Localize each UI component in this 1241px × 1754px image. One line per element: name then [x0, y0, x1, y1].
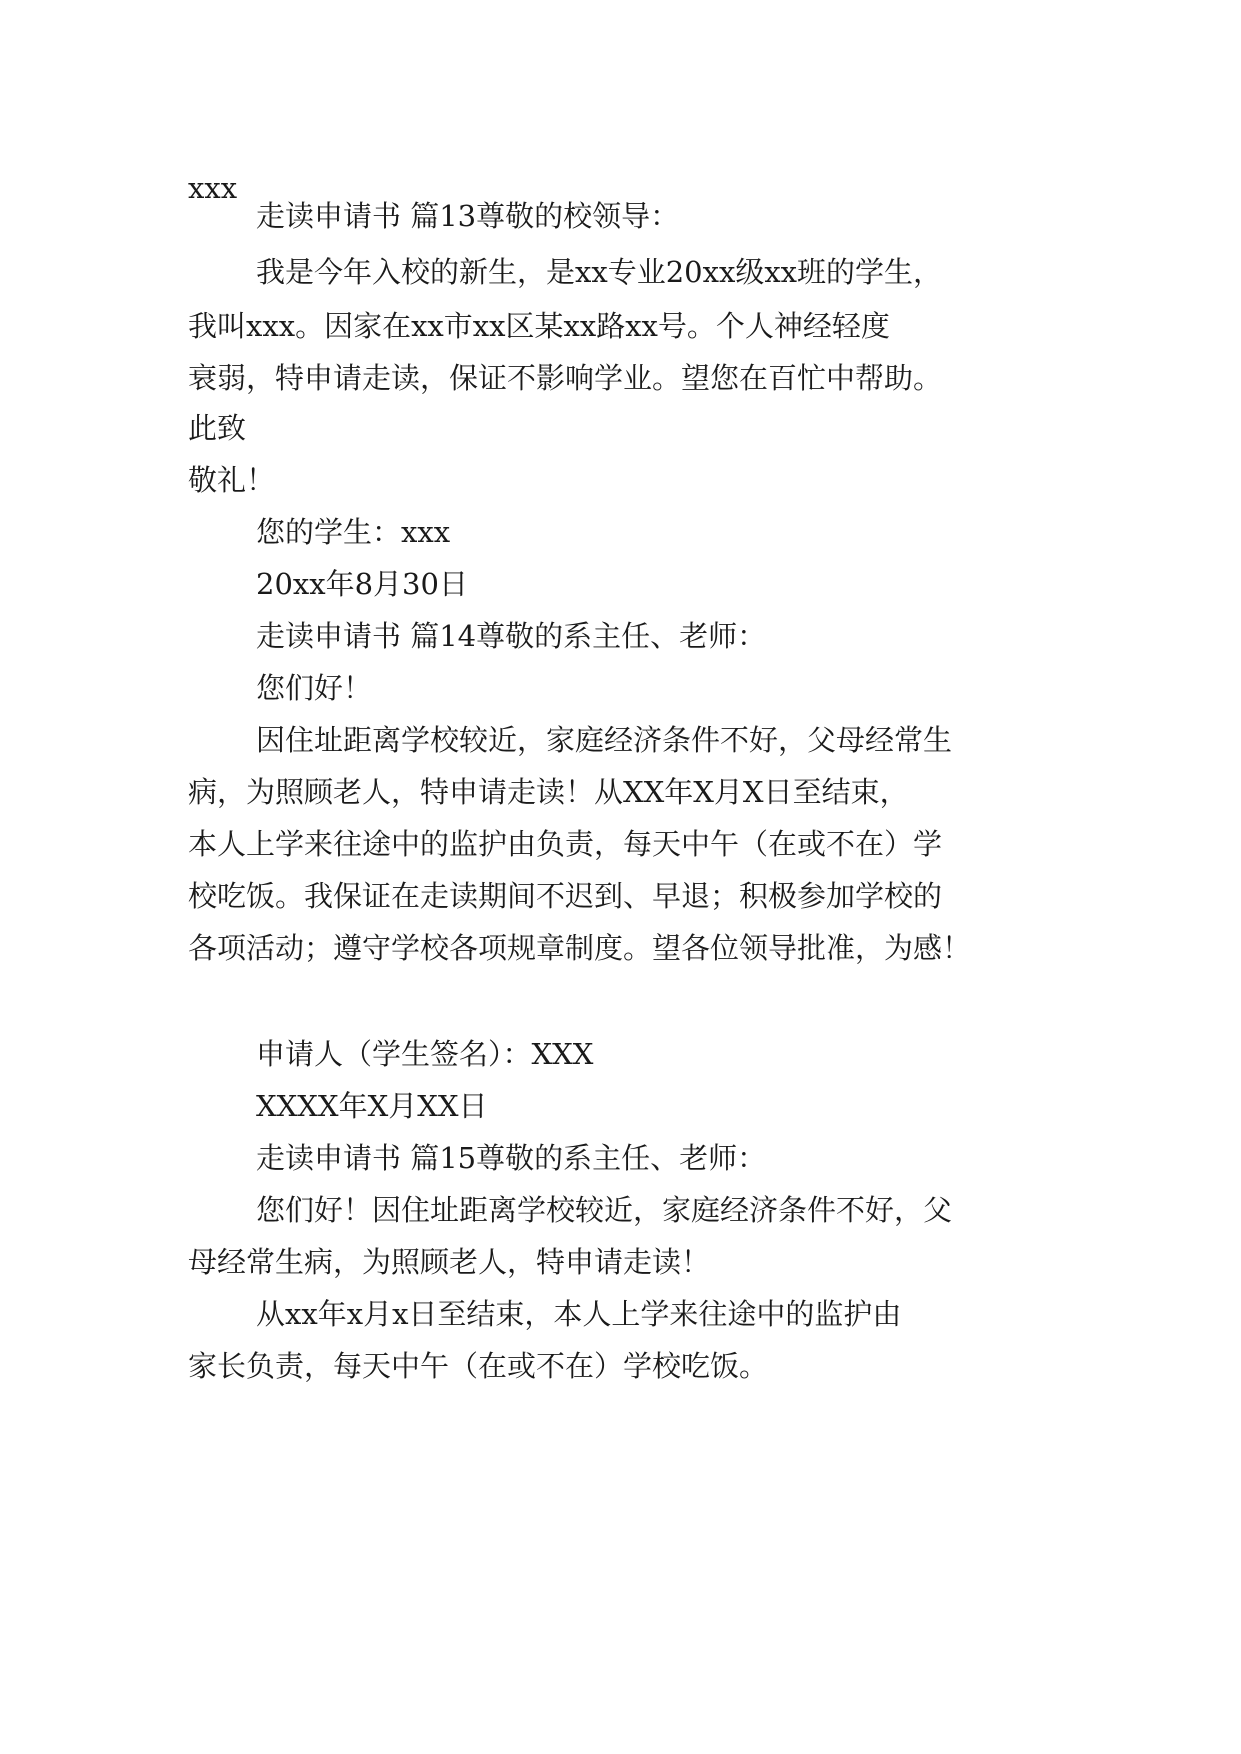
text-line: 家长负责，每天中午（在或不在）学校吃饭。	[188, 1349, 769, 1383]
text-line: 申请人（学生签名）：XXX	[256, 1037, 594, 1071]
text-line: 病，为照顾老人，特申请走读！从XX年X月X日至结束，	[188, 775, 909, 809]
text-line: 20xx年8月30日	[256, 567, 468, 601]
text-line: 本人上学来往途中的监护由负责，每天中午（在或不在）学	[188, 827, 943, 861]
text-line: XXXX年X月XX日	[256, 1089, 488, 1123]
text-line: 我叫xxx。因家在xx市xx区某xx路xx号。个人神经轻度	[188, 309, 890, 343]
text-line: 走读申请书 篇14尊敬的系主任、老师：	[256, 619, 767, 653]
text-line: 走读申请书 篇13尊敬的校领导：	[256, 199, 680, 233]
text-line: 校吃饭。我保证在走读期间不迟到、早退；积极参加学校的	[188, 879, 943, 913]
text-line: 您们好！	[256, 671, 373, 705]
text-line: 走读申请书 篇15尊敬的系主任、老师：	[256, 1141, 767, 1175]
text-line: 母经常生病，为照顾老人，特申请走读！	[188, 1245, 711, 1279]
text-line: 此致	[188, 411, 247, 445]
text-line: 您的学生：xxx	[256, 515, 451, 549]
text-line: 因住址距离学校较近，家庭经济条件不好，父母经常生	[256, 723, 953, 757]
text-line: 敬礼！	[188, 463, 276, 497]
text-line: 您们好！因住址距离学校较近，家庭经济条件不好，父	[256, 1193, 953, 1227]
text-line: xxx	[188, 171, 238, 205]
text-line: 衰弱，特申请走读，保证不影响学业。望您在百忙中帮助。	[188, 361, 943, 395]
text-line: 我是今年入校的新生，是xx专业20xx级xx班的学生，	[256, 255, 943, 289]
text-line: 各项活动；遵守学校各项规章制度。望各位领导批准，为感！	[188, 931, 972, 965]
text-line: 从xx年x月x日至结束，本人上学来往途中的监护由	[256, 1297, 902, 1331]
